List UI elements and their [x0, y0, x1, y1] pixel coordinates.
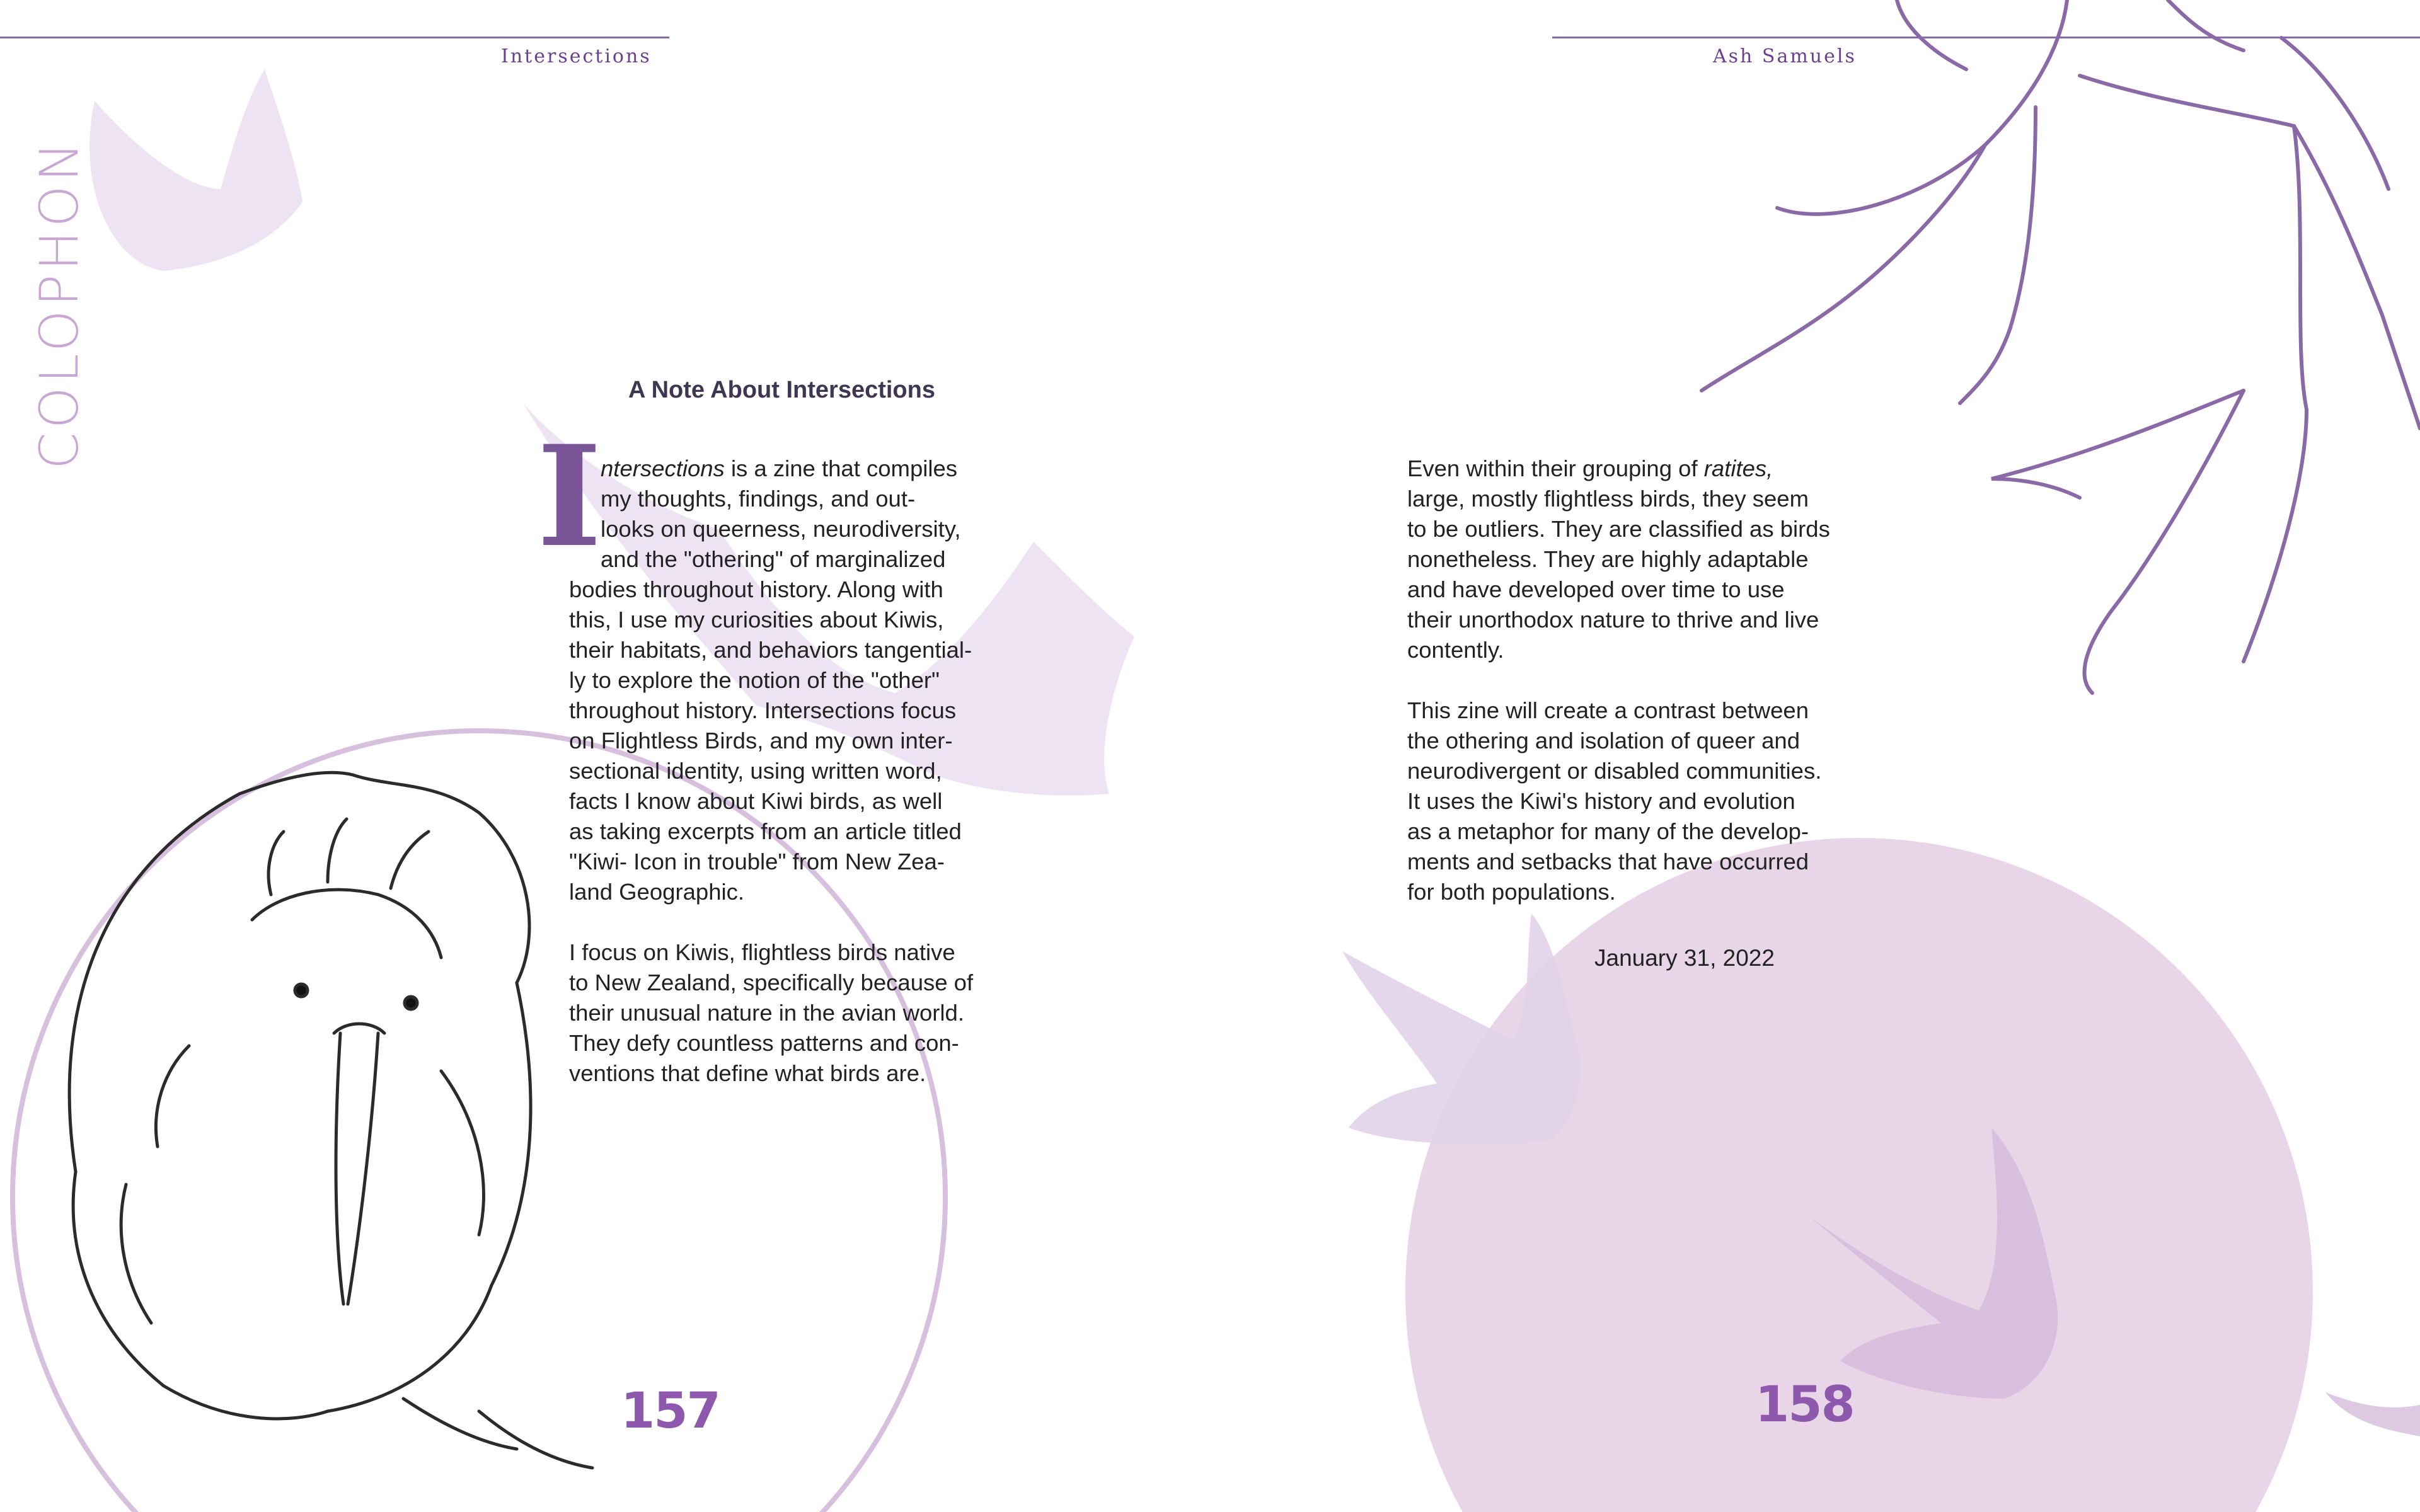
text-line: ventions that define what birds are.	[569, 1060, 926, 1086]
text-line: I focus on Kiwis, flightless birds native	[569, 939, 955, 965]
text-line: is a zine that compiles	[724, 455, 958, 481]
text-line: nonetheless. They are highly adaptable	[1407, 546, 1809, 572]
text-line: contently.	[1407, 637, 1504, 663]
text-line: on Flightless Birds, and my own inter-	[569, 728, 953, 753]
text-line: They defy countless patterns and con-	[569, 1030, 959, 1056]
footprint-icon	[1342, 914, 1581, 1144]
text-line: their unorthodox nature to thrive and live	[1407, 607, 1819, 633]
text-line: and the "othering" of marginalized	[601, 546, 946, 572]
header-author-right: Ash Samuels	[1713, 45, 1857, 67]
header-title-left: Intersections	[501, 45, 652, 67]
text-line: to be outliers. They are classified as birds	[1407, 516, 1830, 542]
left-paragraph-1	[569, 454, 1023, 1089]
text-line: It uses the Kiwi's history and evolution	[1407, 788, 1795, 814]
text-line: looks on queerness, neurodiversity,	[601, 516, 961, 542]
text-line: ly to explore the notion of the "other"	[569, 667, 940, 693]
text-line: and have developed over time to use	[1407, 576, 1785, 602]
text-line: the othering and isolation of queer and	[1407, 728, 1800, 753]
text-line: throughout history. Intersections focus	[569, 697, 957, 723]
kiwi-illustration	[69, 772, 592, 1468]
drop-cap: I	[537, 415, 602, 578]
page-number-left: 157	[621, 1383, 720, 1440]
text-line: their unusual nature in the avian world.	[569, 1000, 964, 1026]
text-line: this, I use my curiosities about Kiwis,	[569, 607, 944, 633]
text-line: "Kiwi- Icon in trouble" from New Zea-	[569, 849, 945, 874]
text-line: large, mostly flightless birds, they seem	[1407, 486, 1809, 512]
text-line: as a metaphor for many of the develop-	[1407, 818, 1809, 844]
page-number-right: 158	[1755, 1377, 1854, 1433]
italic-term: ratites,	[1703, 455, 1773, 481]
text-line: land Geographic.	[569, 879, 744, 905]
text-line: their habitats, and behaviors tangential-	[569, 637, 972, 663]
header-rule-right	[1552, 37, 2420, 38]
text-line: ments and setbacks that have occurred	[1407, 849, 1809, 874]
text-line: to New Zealand, specifically because of	[569, 970, 974, 995]
text-line: sectional identity, using written word,	[569, 758, 942, 784]
header-rule-left	[0, 37, 669, 38]
section-label: COLOPHON	[28, 138, 90, 469]
text-line: as taking excerpts from an article titled	[569, 818, 962, 844]
text-line: neurodivergent or disabled communities.	[1407, 758, 1822, 784]
publication-date: January 31, 2022	[1594, 945, 1775, 971]
footprint-icon	[2325, 1392, 2420, 1436]
text-line: facts I know about Kiwi birds, as well	[569, 788, 943, 814]
italic-title: ntersections	[601, 455, 725, 481]
text-line: my thoughts, findings, and out-	[601, 486, 916, 512]
page-title: A Note About Intersections	[628, 377, 935, 403]
text-line: for both populations.	[1407, 879, 1616, 905]
text-line: Even within their grouping of	[1407, 455, 1704, 481]
right-paragraph-1	[1407, 454, 1899, 907]
text-line: bodies throughout history. Along with	[569, 576, 943, 602]
footprint-icon	[89, 69, 302, 271]
text-line: This zine will create a contrast between	[1407, 697, 1809, 723]
